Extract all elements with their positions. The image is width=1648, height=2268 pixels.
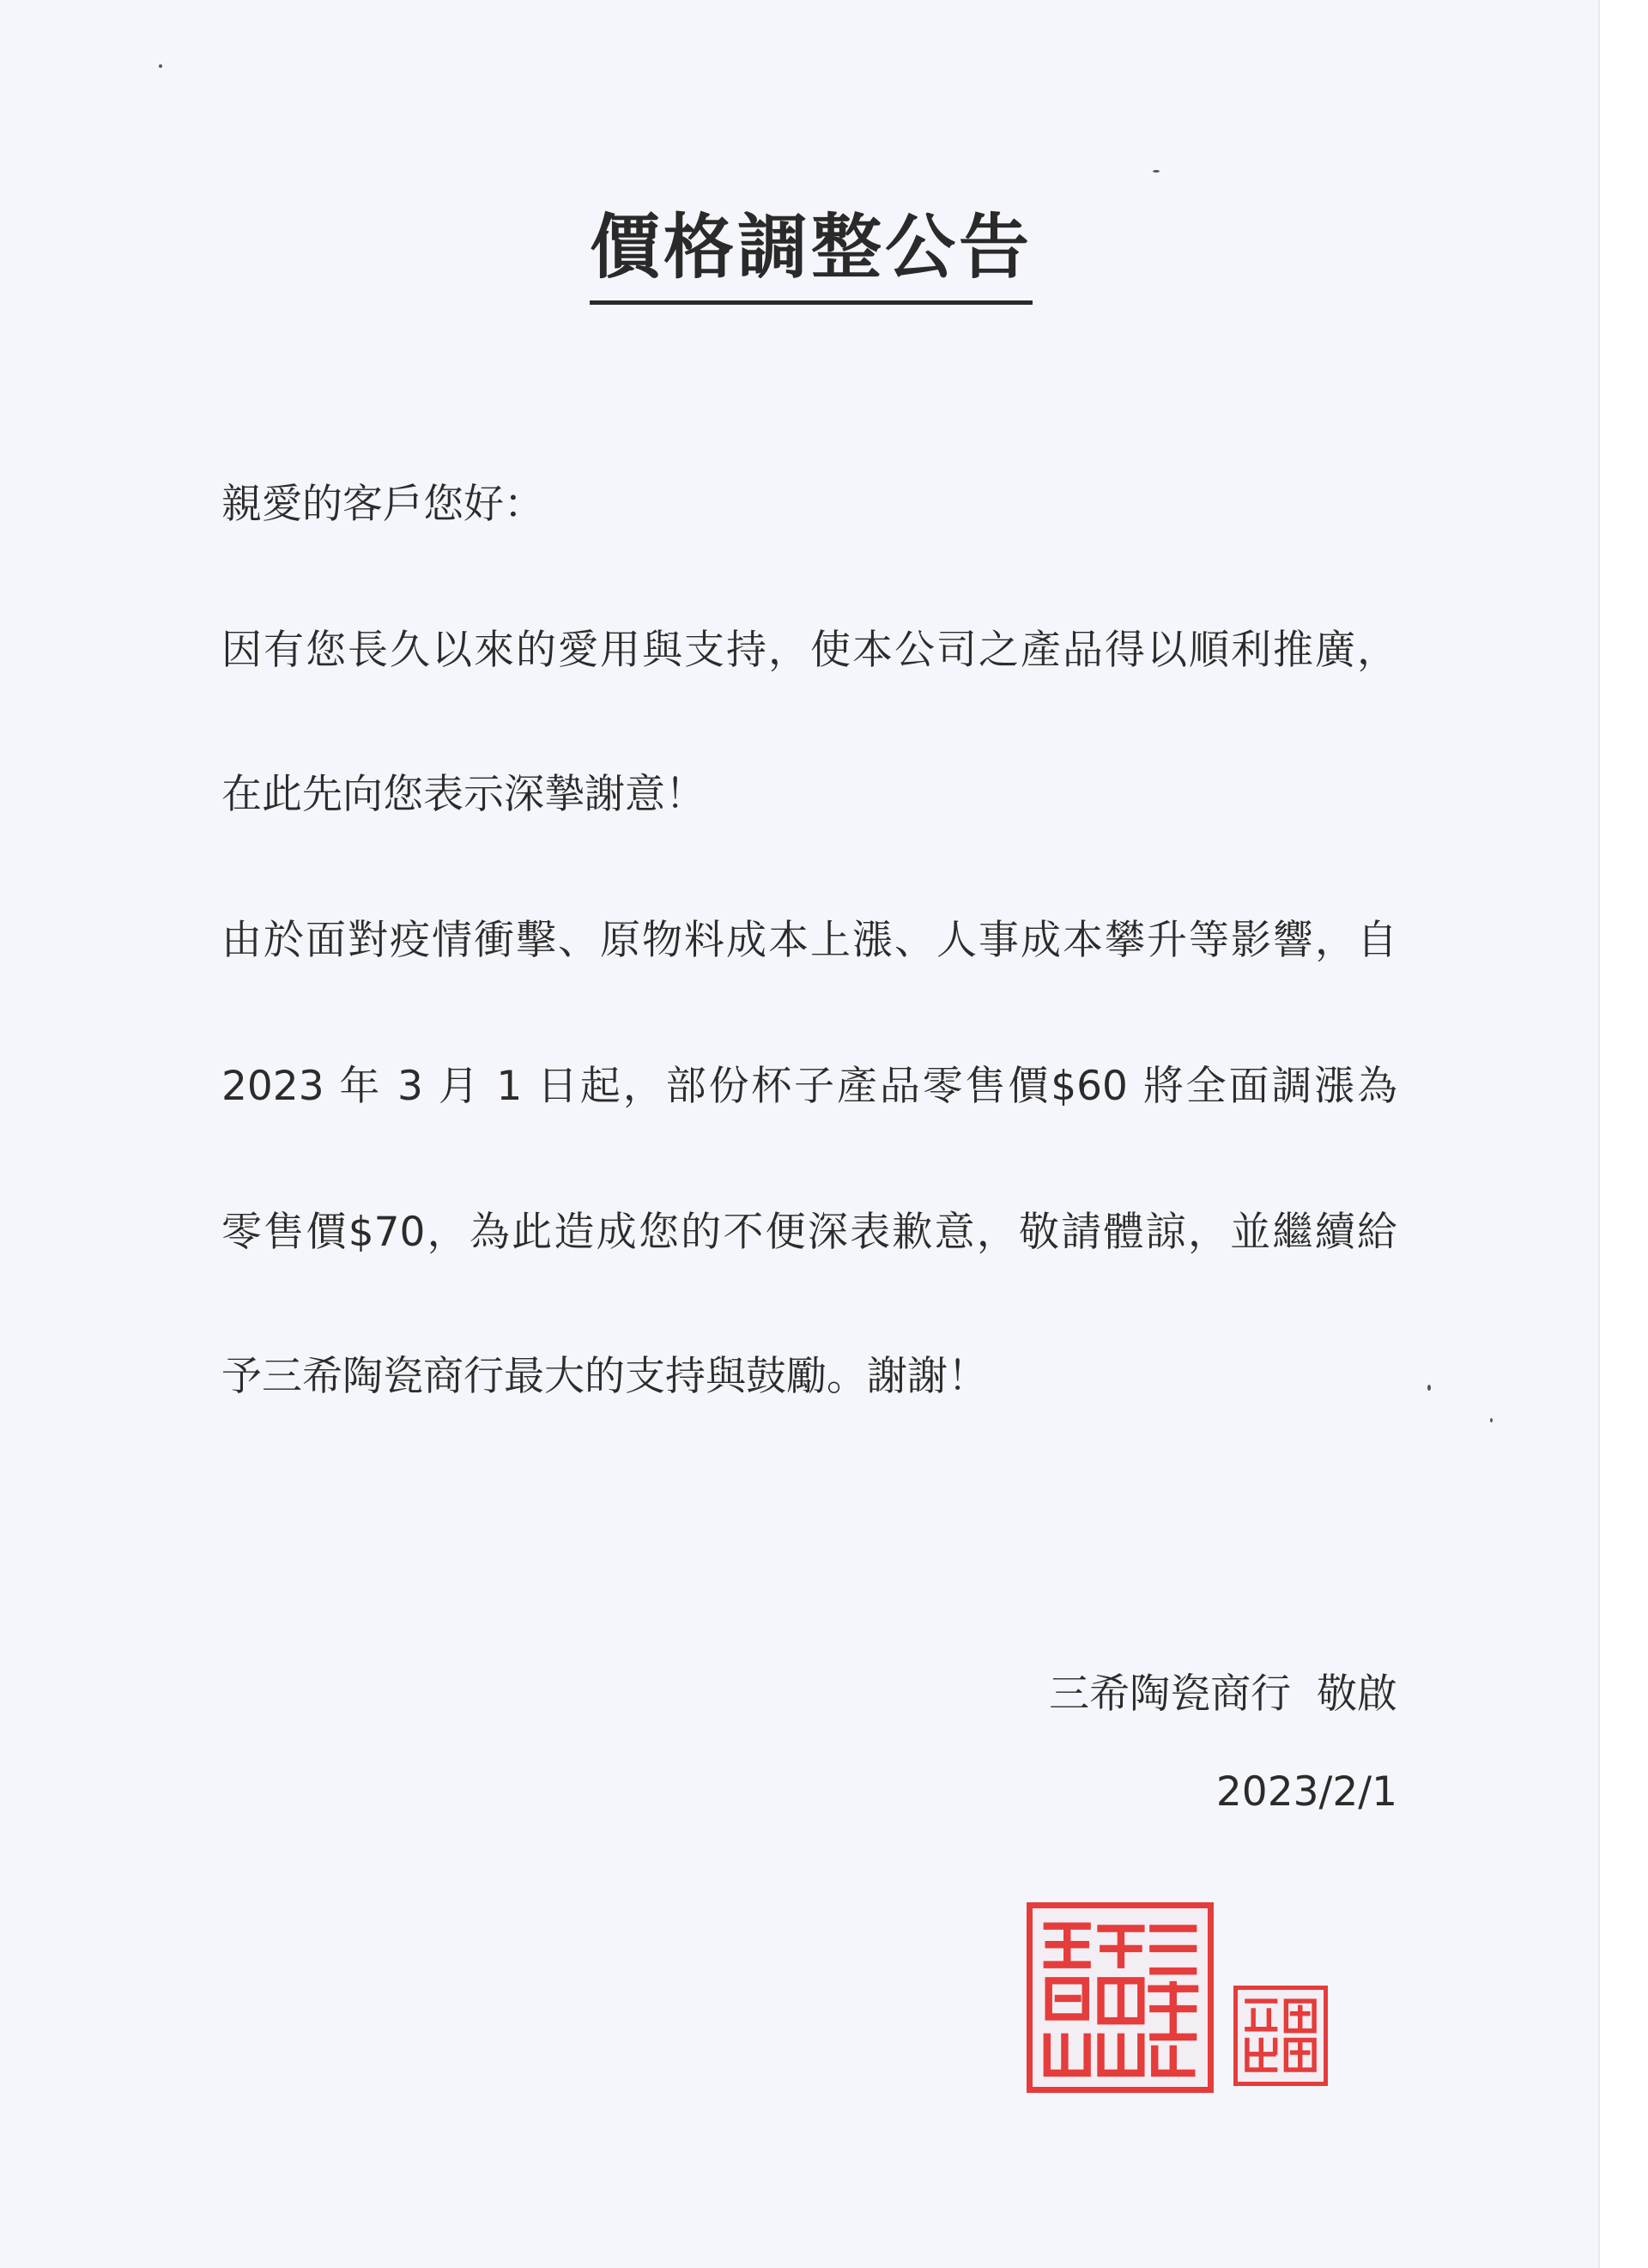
notice-title-text: 價格調整公告 — [590, 213, 1033, 305]
paper-speck — [159, 64, 162, 68]
body-line-3: 由於面對疫情衝擊、原物料成本上漲、人事成本攀升等影響，自 — [221, 917, 1397, 964]
notice-title — [0, 207, 1622, 305]
signature-line: 三希陶瓷商行 敬啟 — [1049, 1671, 1397, 1718]
company-seal-glyphs — [1033, 1908, 1208, 2087]
greeting-line: 親愛的客戶您好： — [221, 481, 544, 528]
body-line-6: 予三希陶瓷商行最大的支持與鼓勵。謝謝！ — [221, 1353, 988, 1400]
company-seal — [1027, 1902, 1214, 2093]
body-line-1: 因有您長久以來的愛用與支持，使本公司之產品得以順利推廣， — [221, 627, 1397, 674]
personal-seal — [1233, 1986, 1328, 2086]
paper-speck — [1490, 1418, 1493, 1422]
paper-edge — [1598, 0, 1648, 2268]
body-line-4: 2023 年 3 月 1 日起，部份杯子產品零售價$60 將全面調漲為 — [221, 1063, 1397, 1110]
personal-seal-glyphs — [1238, 1990, 1324, 2082]
body-line-5: 零售價$70，為此造成您的不便深表歉意，敬請體諒，並繼續給 — [221, 1209, 1397, 1256]
date-line: 2023/2/1 — [1215, 1768, 1397, 1816]
paper-speck — [1153, 170, 1160, 173]
body-line-2: 在此先向您表示深摯謝意！ — [221, 771, 706, 818]
paper-speck — [1427, 1385, 1431, 1391]
